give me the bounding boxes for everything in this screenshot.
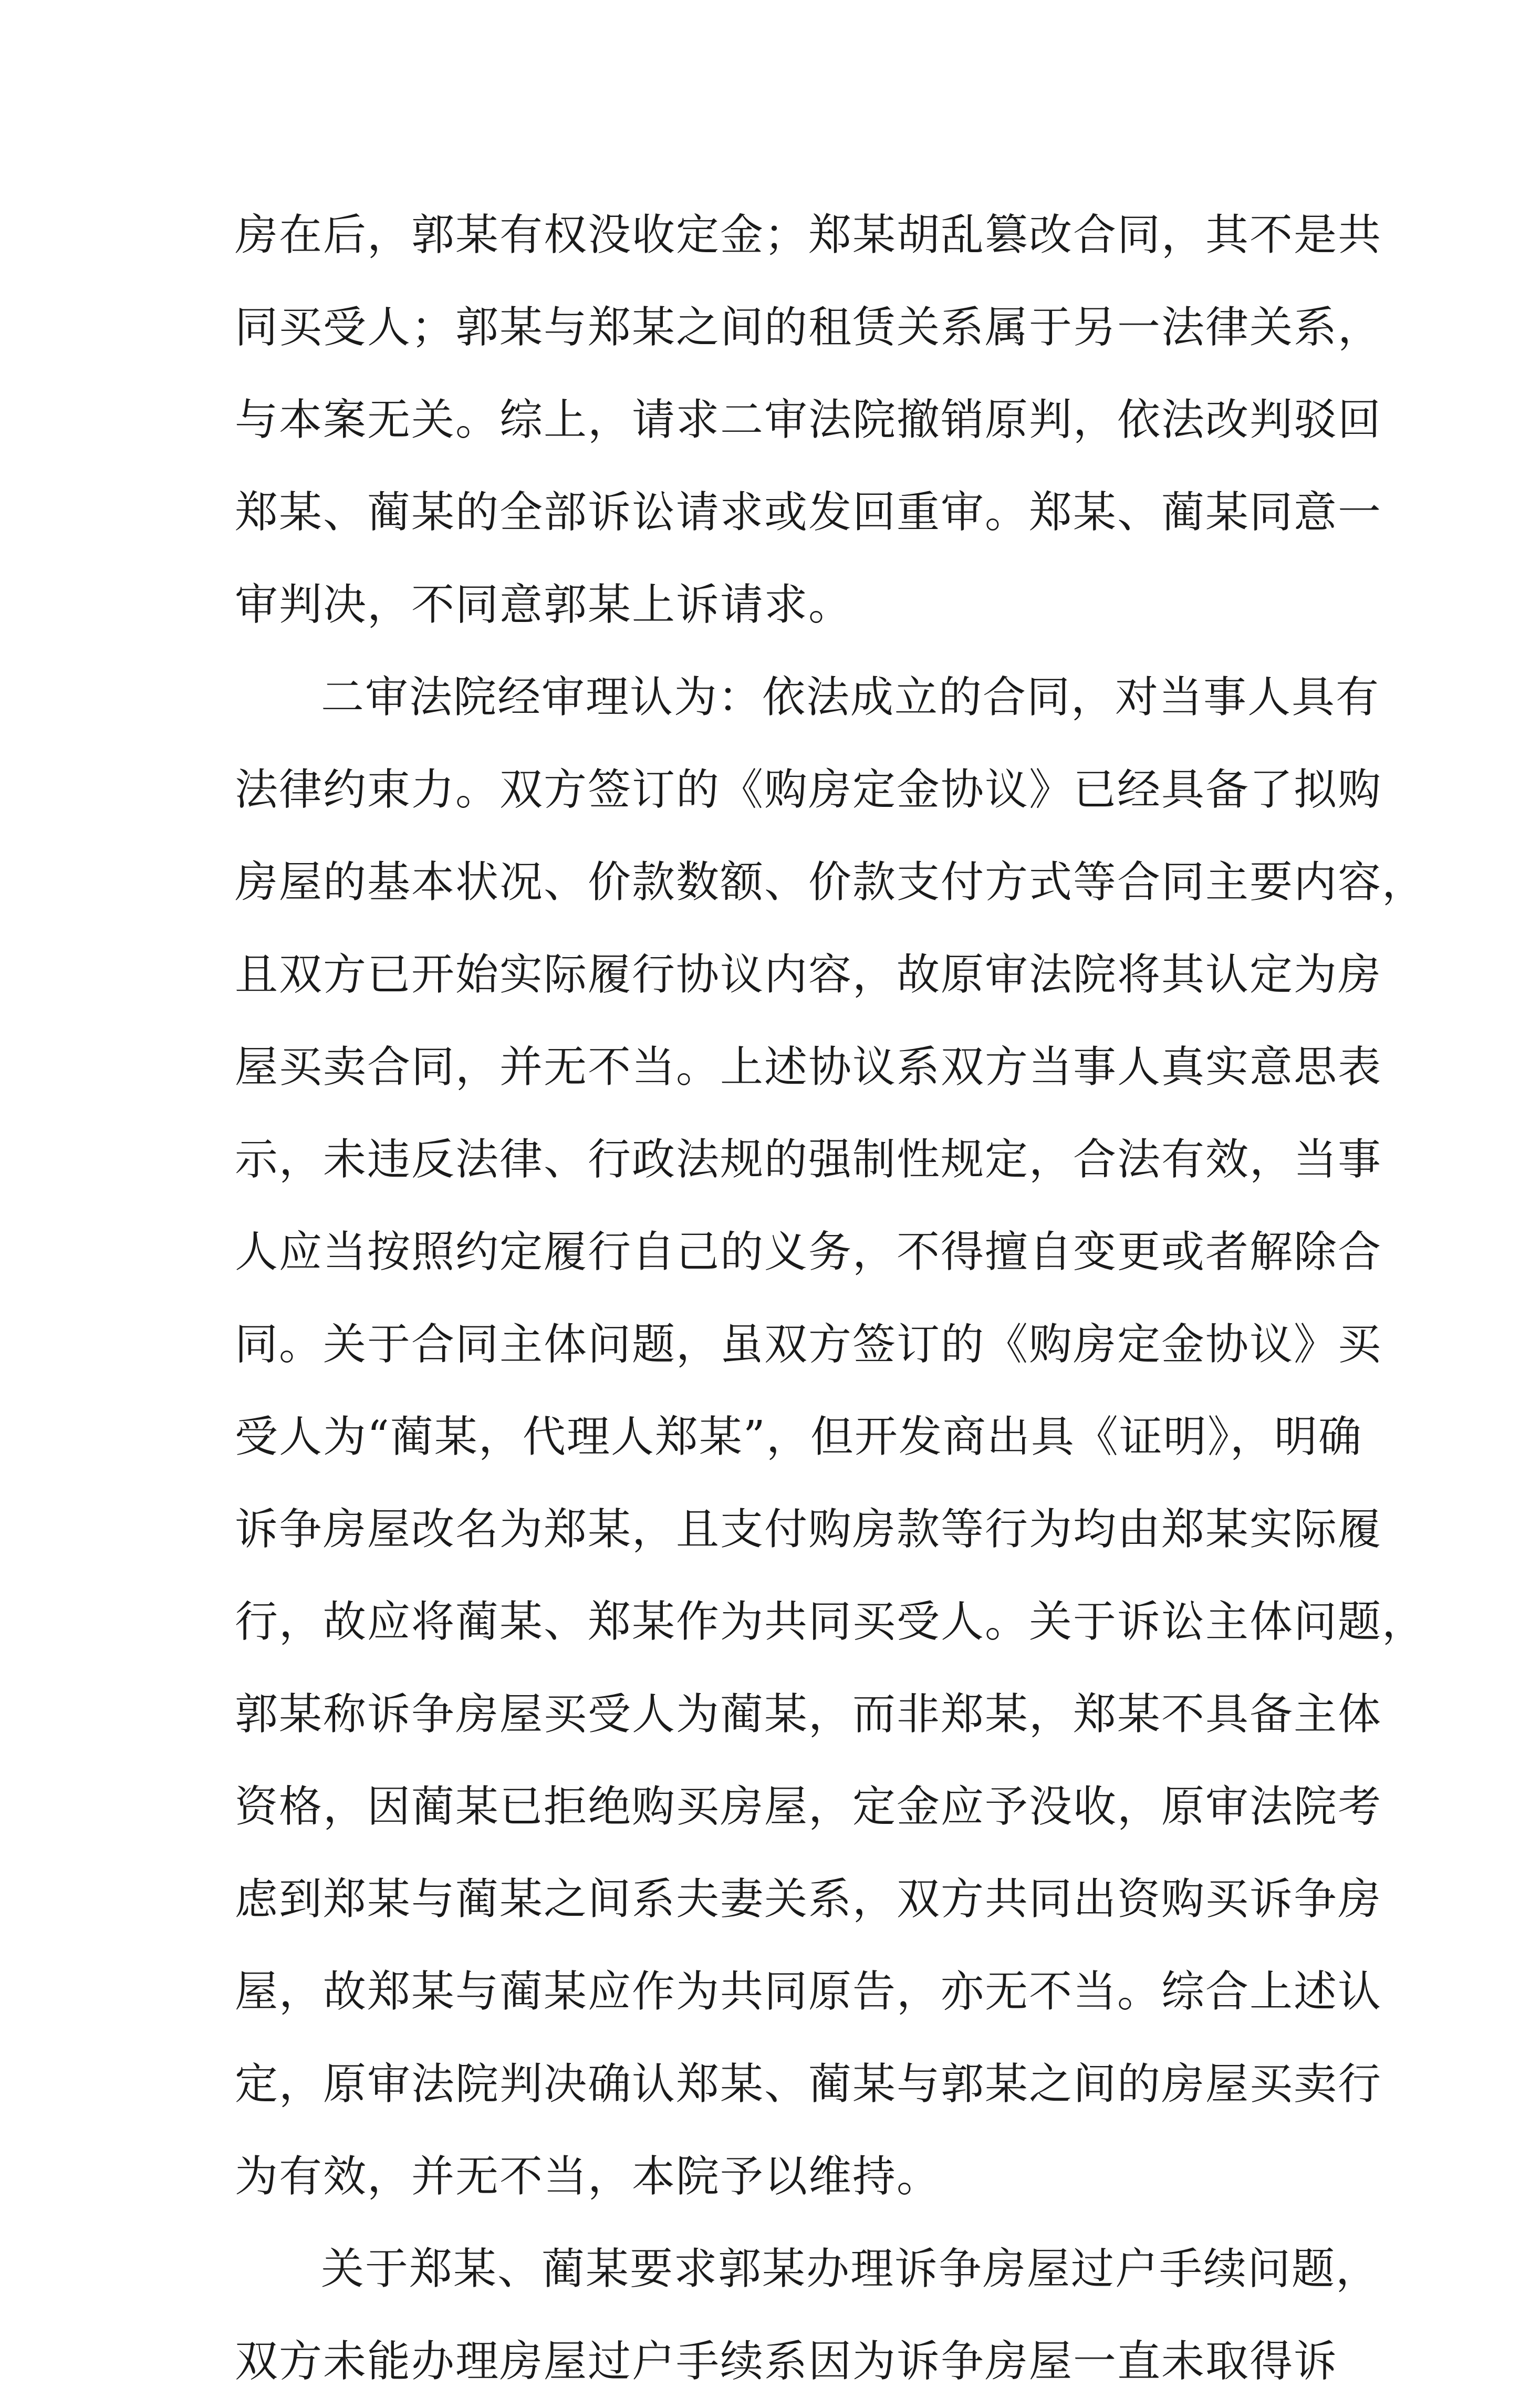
paragraph-2-line-12: 郭某称诉争房屋买受人为蔺某，而非郑某，郑某不具备主体 [235,1689,1382,1739]
paragraph-2-line-5: 屋买卖合同，并无不当。上述协议系双方当事人真实意思表 [235,1042,1382,1092]
paragraph-2-line-1: 二审法院经审理认为：依法成立的合同，对当事人具有 [321,672,1380,722]
paragraph-2-line-16: 定，原审法院判决确认郑某、蔺某与郭某之间的房屋买卖行 [235,2059,1382,2109]
paragraph-2-line-13: 资格，因蔺某已拒绝购买房屋，定金应予没收，原审法院考 [235,1782,1382,1832]
paragraph-1-line-4: 郑某、蔺某的全部诉讼请求或发回重审。郑某、蔺某同意一 [235,487,1382,537]
paragraph-2-line-9: 受人为“蔺某，代理人郑某”，但开发商出具《证明》，明确 [235,1412,1362,1462]
paragraph-2-line-7: 人应当按照约定履行自己的义务，不得擅自变更或者解除合 [235,1227,1382,1277]
document-body [235,189,1427,2408]
paragraph-2-line-6: 示，未违反法律、行政法规的强制性规定，合法有效，当事 [235,1135,1382,1185]
paragraph-3-line-2: 双方未能办理房屋过户手续系因为诉争房屋一直未取得诉 [235,2337,1338,2386]
paragraph-1-line-5: 审判决，不同意郭某上诉请求。 [235,580,853,630]
paragraph-1-line-2: 同买受人；郭某与郑某之间的租赁关系属于另一法律关系， [235,303,1382,352]
paragraph-1-line-3: 与本案无关。综上，请求二审法院撤销原判，依法改判驳回 [235,395,1382,445]
paragraph-2-line-2: 法律约束力。双方签订的《购房定金协议》已经具备了拟购 [235,765,1382,815]
paragraph-1-line-1: 房在后，郭某有权没收定金；郑某胡乱篡改合同，其不是共 [235,210,1382,260]
paragraph-2-line-11: 行，故应将蔺某、郑某作为共同买受人。关于诉讼主体问题， [235,1597,1427,1647]
paragraph-2-line-8: 同。关于合同主体问题，虽双方签订的《购房定金协议》买 [235,1320,1382,1369]
paragraph-2-line-10: 诉争房屋改名为郑某，且支付购房款等行为均由郑某实际履 [235,1504,1382,1554]
paragraph-2-line-17: 为有效，并无不当，本院予以维持。 [235,2152,941,2202]
paragraph-2-line-14: 虑到郑某与蔺某之间系夫妻关系，双方共同出资购买诉争房 [235,1874,1382,1924]
paragraph-3-line-1: 关于郑某、蔺某要求郭某办理诉争房屋过户手续问题， [321,2244,1380,2294]
paragraph-2-line-4: 且双方已开始实际履行协议内容，故原审法院将其认定为房 [235,950,1382,1000]
paragraph-2-line-15: 屋，故郑某与蔺某应作为共同原告，亦无不当。综合上述认 [235,1967,1382,2017]
paragraph-2-line-3: 房屋的基本状况、价款数额、价款支付方式等合同主要内容， [235,857,1427,907]
